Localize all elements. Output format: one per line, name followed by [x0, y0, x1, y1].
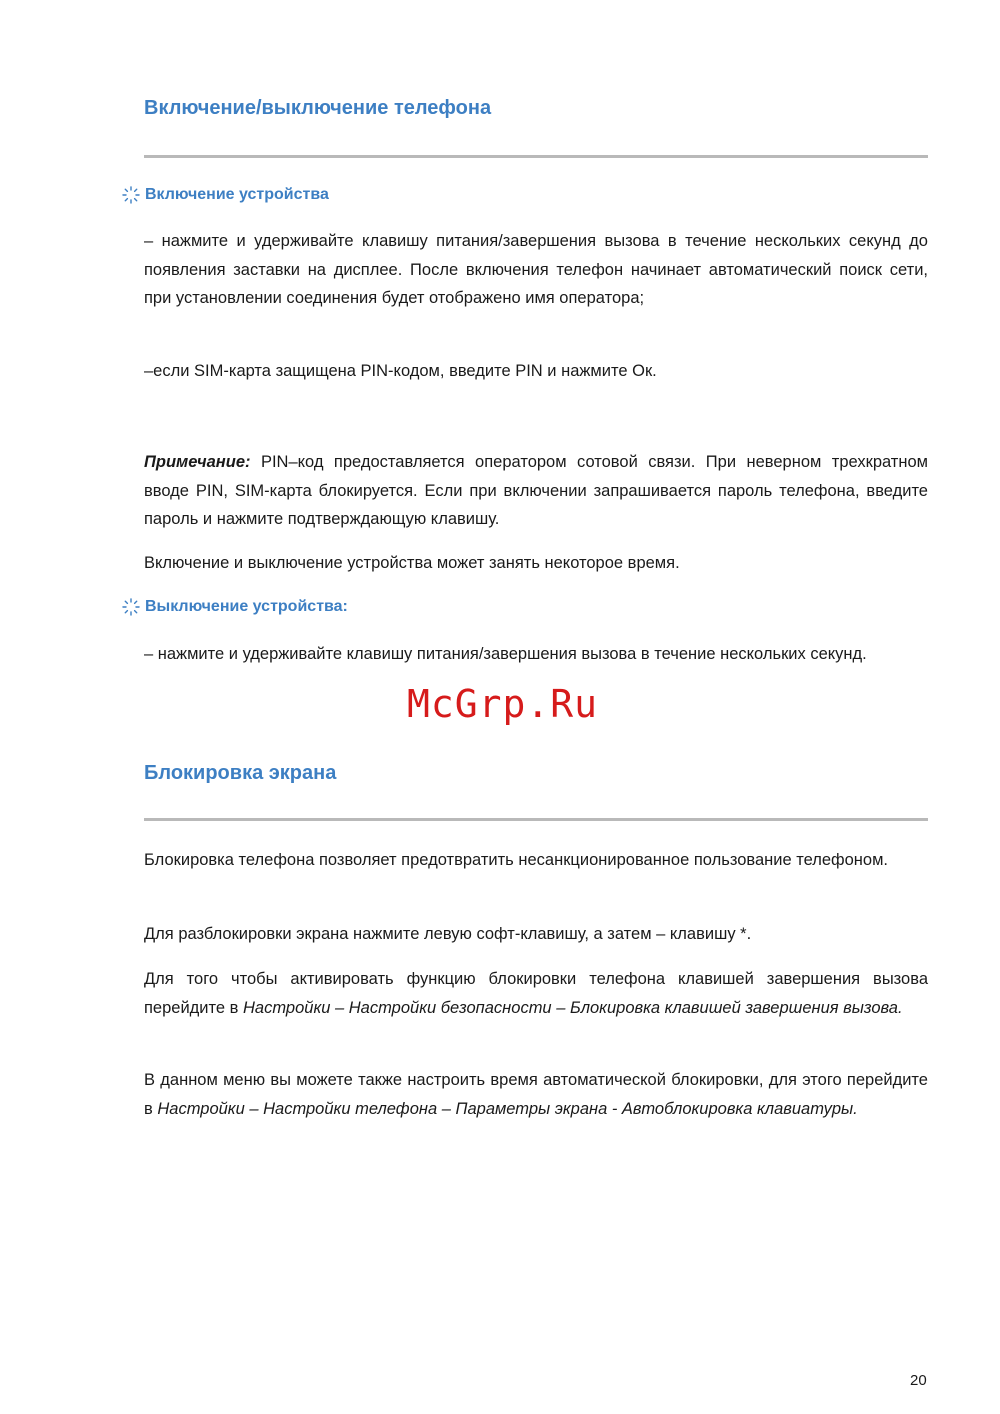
paragraph-power-off: – нажмите и удерживайте клавишу питания/завершения вызова в течение нескольких секунд.	[144, 645, 867, 663]
page-number: 20	[910, 1372, 927, 1389]
section-title-power: Включение/выключение телефона	[144, 97, 492, 119]
subheading-power-on	[122, 186, 329, 204]
subheading-label: Выключение устройства:	[145, 598, 348, 615]
sparkle-icon	[122, 186, 140, 204]
section-divider	[144, 155, 928, 158]
paragraph-unlock: Для разблокировки экрана нажмите левую софт-клавишу, а затем – клавишу *.	[144, 925, 752, 943]
note-paragraph	[144, 448, 928, 534]
paragraph-lock-setting	[144, 965, 928, 1022]
note-label: Примечание:	[144, 453, 251, 471]
menu-path: Настройки – Настройки безопасности – Блокировка клавишей завершения вызова.	[243, 998, 903, 1017]
autolock-text: В данном меню вы можете также настроить время автоматической блокировки, для этого перейдите в	[144, 1071, 928, 1118]
section-divider	[144, 818, 928, 821]
subheading-power-off	[122, 598, 348, 616]
subheading-label: Включение устройства	[145, 186, 329, 203]
watermark: McGrp.Ru	[407, 682, 599, 726]
paragraph-autolock	[144, 1066, 928, 1123]
sparkle-icon	[122, 598, 140, 616]
paragraph-power-on: – нажмите и удерживайте клавишу питания/завершения вызова в течение нескольких секунд до появления заставки на дисплее. После включения телефон начинает автоматический поиск сети, при установлении соединения будет отображено имя оператора;	[144, 232, 928, 307]
paragraph-lock-intro: Блокировка телефона позволяет предотвратить несанкционированное пользование телефоном.	[144, 851, 889, 869]
lock-setting-text: Для того чтобы активировать функцию блокировки телефона клавишей завершения вызова перейдите в	[144, 970, 928, 1017]
note-text: PIN–код предоставляется оператором сотовой связи. При неверном трехкратном вводе PIN, SIM-карта блокируется. Если при включении запрашивается пароль телефона, введите пароль и нажмите подтверждающую клавишу.	[144, 453, 928, 528]
paragraph-pin: –если SIM-карта защищена PIN-кодом, введите PIN и нажмите Ок.	[144, 362, 657, 380]
menu-path: Настройки – Настройки телефона – Параметры экрана - Автоблокировка клавиатуры.	[157, 1099, 858, 1118]
section-title-lock: Блокировка экрана	[144, 762, 337, 784]
paragraph-info: Включение и выключение устройства может занять некоторое время.	[144, 554, 680, 572]
